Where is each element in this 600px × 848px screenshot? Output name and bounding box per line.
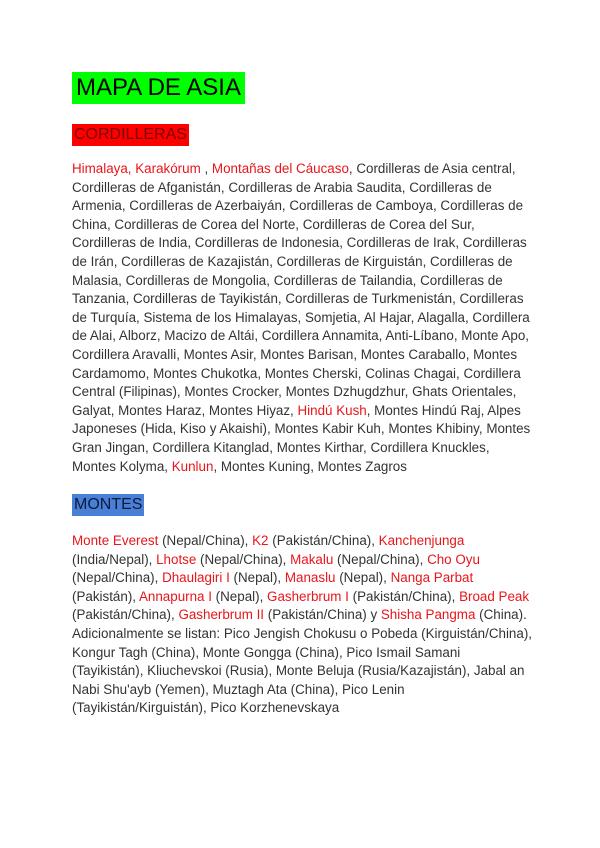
body-text: , Montes Kuning, Montes Zagros: [213, 458, 407, 474]
body-text: (Nepal),: [229, 570, 285, 586]
montes-paragraph: [72, 532, 532, 718]
highlighted-link-text: Himalaya, Karakórum: [72, 161, 201, 176]
body-text: (Pakistán),: [72, 588, 139, 604]
highlighted-link-text: Lhotse: [156, 551, 197, 567]
highlighted-link-text: Cho Oyu: [427, 551, 480, 567]
body-text: (Nepal),: [335, 570, 391, 586]
body-text: , Montes Hindú Raj, Alpes Japoneses (Hida, Kiso y Akaishi), Montes Kabir Kuh, Montes Khibiny, Montes Gran Jingan, Cordillera Kitanglad, Montes Kirthar, Cordillera Knuckles, Montes Kolyma,: [72, 402, 531, 474]
body-text: (Nepal),: [211, 588, 268, 604]
highlighted-link-text: Hindú Kush: [297, 402, 367, 418]
body-text: (Pakistán/China),: [72, 607, 179, 623]
highlighted-link-text: Broad Peak: [459, 588, 530, 604]
body-text: (Nepal/China),: [196, 551, 291, 567]
document-page: [72, 72, 532, 718]
body-text: (India/Nepal),: [72, 551, 157, 567]
cordilleras-paragraph: [72, 160, 532, 476]
highlighted-link-text: Dhaulagiri I: [162, 570, 230, 586]
highlighted-link-text: Gasherbrum I: [267, 588, 349, 604]
highlighted-link-text: Makalu: [290, 551, 334, 567]
page-title: MAPA DE ASIA: [72, 72, 245, 104]
body-text: (Nepal/China),: [72, 570, 163, 586]
body-text: (Nepal/China),: [333, 551, 428, 567]
highlighted-link-text: Annapurna I: [138, 588, 212, 604]
highlighted-link-text: Montañas del Cáucaso: [211, 161, 349, 176]
body-text: (Pakistán/China),: [268, 533, 379, 549]
body-text: (Pakistán/China),: [348, 588, 460, 604]
body-text: (Pakistán/China) y: [264, 607, 381, 623]
highlighted-link-text: K2: [252, 533, 269, 549]
body-text: (China). Adicionalmente se listan: Pico Jengish Chokusu o Pobeda (Kirguistán/China), Kongur Tagh (China), Monte Gongga (China), Pico Ismail Samani (Tayikistán), Kliuchevskoi (Rusia), Monte Beluja (Rusia/Kazajistán), Jabal an Nabi Shu'ayb (Yemen), Muztagh Ata (China), Pico Lenin (Tayikistán/Kirguistán), Pico Korzhenevskaya: [72, 607, 533, 716]
highlighted-link-text: Shisha Pangma: [380, 607, 476, 623]
cordilleras-heading: CORDILLERAS: [72, 124, 189, 146]
body-text: , Cordilleras de Asia central, Cordilleras de Afganistán, Cordilleras de Arabia Saudita, Cordilleras de Armenia, Cordilleras de Azerbaiyán, Cordilleras de Camboya, Cordilleras de China, Cordilleras de Corea del Norte, Cordilleras de Corea del Sur, Cordilleras de India, Cordilleras de Indonesia, Cordilleras de Irak, Cordilleras de Irán, Cordilleras de Kazajistán, Cordilleras de Kirguistán, Cordilleras de Malasia, Cordilleras de Mongolia, Cordilleras de Tailandia, Cordilleras de Tanzania, Cordilleras de Tayikistán, Cordilleras de Turkmenistán, Cordilleras de Turquía, Sistema de los Himalayas, Somjetia, Al Hajar, Alagalla, Cordillera de Alai, Alborz, Macizo de Altái, Cordillera Annamita, Anti-Líbano, Monte Apo, Cordillera Aravalli, Montes Asir, Montes Barisan, Montes Caraballo, Montes Cardamomo, Montes Chukotka, Montes Cherski, Colinas Chagai, Cordillera Central (Filipinas), Montes Crocker, Montes Dzhugdzhur, Ghats Orientales, Galyat, Montes Haraz, Montes Hiyaz,: [72, 161, 530, 418]
body-text: (Nepal/China),: [158, 533, 253, 549]
highlighted-link-text: Kanchenjunga: [378, 533, 465, 549]
body-text: ,: [200, 161, 212, 176]
montes-heading: MONTES: [72, 494, 144, 516]
highlighted-link-text: Monte Everest: [72, 533, 159, 549]
highlighted-link-text: Manaslu: [284, 570, 336, 586]
highlighted-link-text: Nanga Parbat: [390, 570, 474, 586]
highlighted-link-text: Gasherbrum II: [178, 607, 265, 623]
highlighted-link-text: Kunlun: [171, 458, 214, 474]
